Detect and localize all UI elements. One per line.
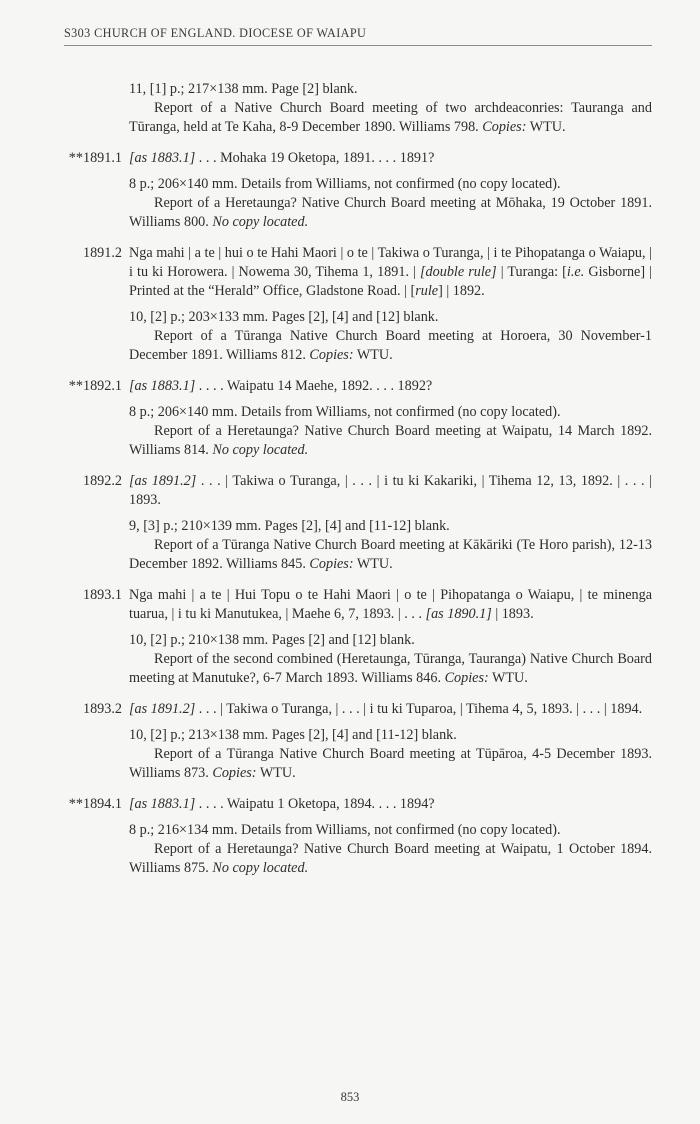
entry-1891-1 <box>0 149 700 232</box>
copies-value: WTU. <box>356 347 393 363</box>
copies-value: WTU. <box>259 765 296 781</box>
entry-physical-description: 10, [2] p.; 210×138 mm. Pages [2] and [12] blank. <box>129 632 415 648</box>
copies-label: No copy located. <box>212 214 309 230</box>
copies-label: No copy located. <box>212 442 309 458</box>
bibliography-entries <box>0 80 700 878</box>
entry-title: [as 1891.2] . . . | Takiwa o Turanga, | . . . | i tu ki Kakariki, | Tihema 12, 13, 1892. | . . . | 1893. <box>129 473 652 508</box>
entry-1891-2 <box>0 244 700 365</box>
entry-physical-description: 8 p.; 216×134 mm. Details from Williams, not confirmed (no copy located). <box>129 822 561 838</box>
entry-title: Nga mahi | a te | Hui Topu o te Hahi Maori | o te | Pihopatanga o Waiapu, | te minenga tuarua, | i tu ki Manutukea, | Maehe 6, 7, 1893. | . . . [as 1890.1] | 1893. <box>129 587 652 622</box>
entry-note: Report of a Tūranga Native Church Board meeting at Tūpāroa, 4-5 December 1893. Williams 873. Copies: WTU. <box>129 746 652 781</box>
entry-number: 1893.2 <box>82 701 122 717</box>
entry-title: [as 1883.1] . . . . Waipatu 14 Maehe, 1892. . . . 1892? <box>129 378 433 394</box>
entry-1893-2 <box>0 700 700 783</box>
copies-value: WTU. <box>492 670 528 686</box>
entry-number: 1891.2 <box>82 245 122 261</box>
entry-1892-1 <box>0 377 700 460</box>
entry-note: Report of a Heretaunga? Native Church Board meeting at Waipatu, 14 March 1892. Williams 814. No copy located. <box>129 423 652 458</box>
entry-title: [as 1891.2] . . . | Takiwa o Turanga, | . . . | i tu ki Tuparoa, | Tihema 4, 5, 1893. | . . . | 1894. <box>129 701 643 717</box>
entry-note: Report of a Native Church Board meeting of two archdeaconries: Tauranga and Tūranga, held at Te Kaha, 8-9 December 1890. Williams 798. Copies: WTU. <box>129 100 652 135</box>
copies-label: Copies: <box>482 119 527 135</box>
copies-label: Copies: <box>212 765 257 781</box>
entry-number: 1892.2 <box>82 473 122 489</box>
entry-1893-1 <box>0 586 700 688</box>
running-head: S303 CHURCH OF ENGLAND. DIOCESE OF WAIAPU <box>64 26 652 46</box>
copies-value: WTU. <box>529 119 566 135</box>
entry-physical-description: 10, [2] p.; 203×133 mm. Pages [2], [4] and [12] blank. <box>129 309 439 325</box>
entry-title: [as 1883.1] . . . Mohaka 19 Oketopa, 1891. . . . 1891? <box>129 150 435 166</box>
entry-note: Report of a Heretaunga? Native Church Board meeting at Mōhaka, 19 October 1891. Williams 800. No copy located. <box>129 195 652 230</box>
entry-title: Nga mahi | a te | hui o te Hahi Maori | o te | Takiwa o Turanga, | i te Pihopatanga o Waiapu, | i tu ki Horowera. | Nowema 30, Tihema 1, 1891. | [double rule] | Turanga: [i.e. Gisborne] | Printed at the “Herald” Office, Gladstone Road. | [rule] | 1892. <box>129 245 652 299</box>
entry-physical-description: 9, [3] p.; 210×139 mm. Pages [2], [4] and [11-12] blank. <box>129 518 450 534</box>
copies-label: No copy located. <box>212 860 309 876</box>
entry-1894-1 <box>0 795 700 878</box>
entry-number: **1891.1 <box>68 150 122 166</box>
entry-number: **1894.1 <box>68 796 122 812</box>
entry-1892-2 <box>0 472 700 574</box>
entry-physical-description: 8 p.; 206×140 mm. Details from Williams, not confirmed (no copy located). <box>129 176 561 192</box>
entry-note: Report of a Heretaunga? Native Church Board meeting at Waipatu, 1 October 1894. Williams 875. No copy located. <box>129 841 652 876</box>
entry-number: 1893.1 <box>82 587 122 603</box>
entry-note: Report of the second combined (Heretaunga, Tūranga, Tauranga) Native Church Board meeting at Manutuke?, 6-7 March 1893. Williams 846. Copies: WTU. <box>129 651 652 686</box>
copies-label: Copies: <box>309 556 354 572</box>
page-number: 853 <box>340 1090 360 1104</box>
entry-physical-description: 11, [1] p.; 217×138 mm. Page [2] blank. <box>129 81 358 97</box>
entry-note: Report of a Tūranga Native Church Board meeting at Kākāriki (Te Horo parish), 12-13 December 1892. Williams 845. Copies: WTU. <box>129 537 652 572</box>
entry-continuation <box>0 80 700 137</box>
copies-label: Copies: <box>444 670 489 686</box>
entry-title: [as 1883.1] . . . . Waipatu 1 Oketopa, 1894. . . . 1894? <box>129 796 435 812</box>
copies-value: WTU. <box>356 556 393 572</box>
entry-number: **1892.1 <box>68 378 122 394</box>
entry-physical-description: 8 p.; 206×140 mm. Details from Williams, not confirmed (no copy located). <box>129 404 561 420</box>
entry-note: Report of a Tūranga Native Church Board meeting at Horoera, 30 November-1 December 1891. Williams 812. Copies: WTU. <box>129 328 652 363</box>
copies-label: Copies: <box>309 347 354 363</box>
entry-physical-description: 10, [2] p.; 213×138 mm. Pages [2], [4] and [11-12] blank. <box>129 727 457 743</box>
